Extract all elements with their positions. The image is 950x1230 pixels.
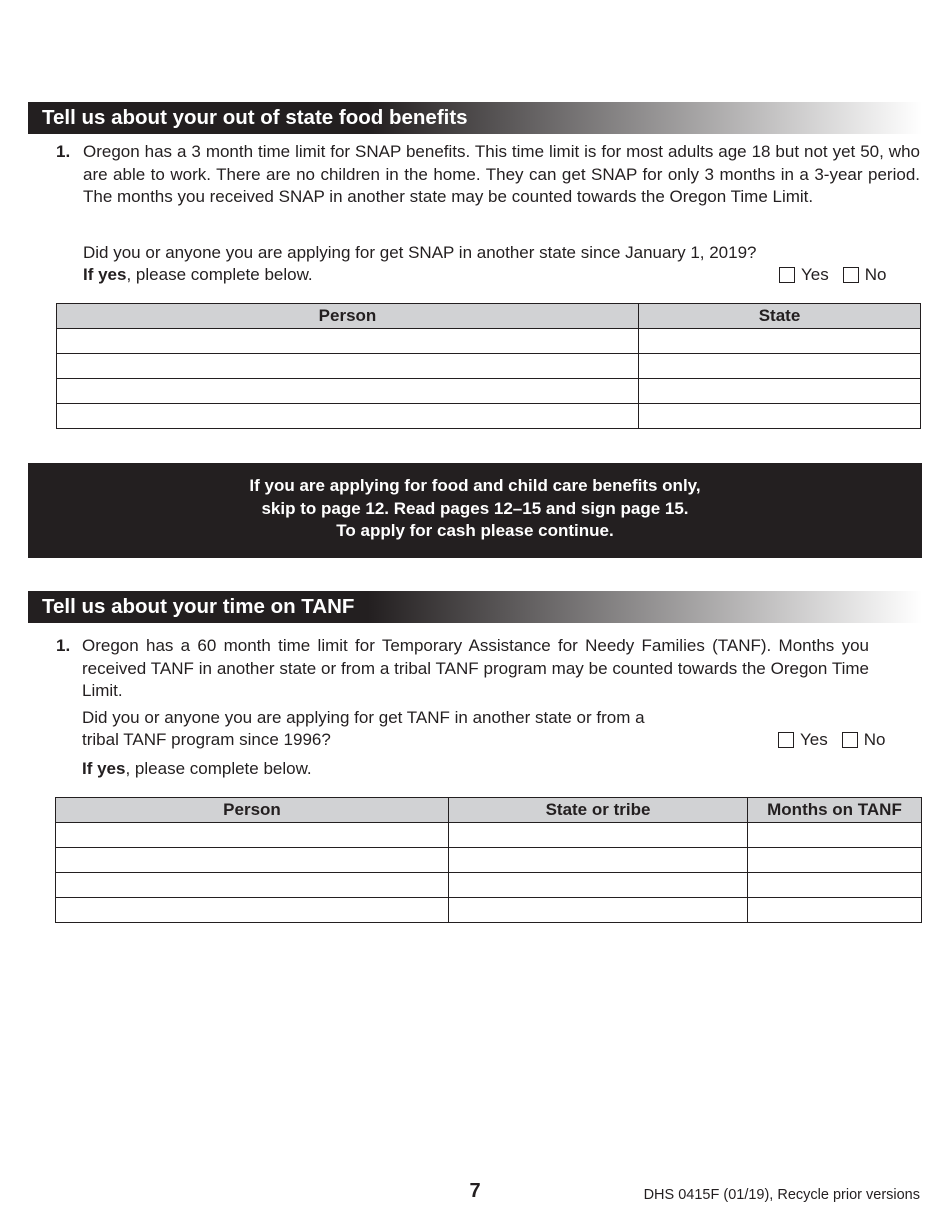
table-row	[57, 354, 921, 379]
tanf-time-limit-text: Oregon has a 60 month time limit for Temporary Assistance for Needy Families (TANF). Months you received TANF in another state or from a tribal TANF program may be counted towards the Oregon Time Limit.	[82, 636, 869, 700]
section-header-out-of-state-food: Tell us about your out of state food benefits	[28, 102, 922, 134]
snap-states-table	[56, 303, 921, 429]
column-header-state-or-tribe: State or tribe	[449, 798, 748, 823]
person-cell[interactable]	[56, 848, 449, 873]
table-row	[57, 329, 921, 354]
if-yes-rest: , please complete below.	[125, 759, 312, 778]
notice-line-3: To apply for cash please continue.	[336, 521, 614, 540]
months-cell[interactable]	[748, 898, 922, 923]
section-header-tanf: Tell us about your time on TANF	[28, 591, 922, 623]
state-or-tribe-cell[interactable]	[449, 848, 748, 873]
table-header-row	[57, 304, 921, 329]
snap-yes-checkbox[interactable]	[779, 267, 795, 283]
person-cell[interactable]	[56, 873, 449, 898]
months-cell[interactable]	[748, 873, 922, 898]
snap-yes-no-group	[779, 264, 886, 286]
column-header-state: State	[639, 304, 921, 329]
tanf-yes-checkbox[interactable]	[778, 732, 794, 748]
notice-line-2: skip to page 12. Read pages 12–15 and sign page 15.	[261, 498, 689, 518]
months-cell[interactable]	[748, 823, 922, 848]
tanf-no-label: No	[863, 730, 886, 749]
table-row	[56, 873, 922, 898]
months-cell[interactable]	[748, 848, 922, 873]
page-number: 7	[469, 1180, 481, 1202]
person-cell[interactable]	[57, 379, 639, 404]
snap-no-checkbox[interactable]	[843, 267, 859, 283]
person-cell[interactable]	[56, 898, 449, 923]
tanf-months-table	[55, 797, 922, 923]
person-cell[interactable]	[57, 329, 639, 354]
skip-notice-box	[28, 463, 922, 558]
tanf-question-line-1: Did you or anyone you are applying for get TANF in another state or from a	[82, 708, 645, 727]
person-cell[interactable]	[57, 404, 639, 429]
if-yes-bold: If yes	[83, 265, 127, 284]
column-header-months-on-tanf: Months on TANF	[748, 798, 922, 823]
column-header-person: Person	[57, 304, 639, 329]
table-row	[57, 404, 921, 429]
notice-line-1: If you are applying for food and child care benefits only,	[249, 476, 701, 495]
question-number: 1.	[56, 636, 71, 655]
tanf-no-checkbox[interactable]	[842, 732, 858, 748]
table-row	[56, 823, 922, 848]
snap-yes-label: Yes	[801, 265, 829, 284]
if-yes-instruction	[82, 758, 312, 781]
tanf-question-line-2: tribal TANF program since 1996?	[82, 730, 331, 749]
state-cell[interactable]	[639, 379, 921, 404]
snap-question: Did you or anyone you are applying for get SNAP in another state since January 1, 2019?	[83, 243, 757, 262]
table-row	[56, 848, 922, 873]
state-or-tribe-cell[interactable]	[449, 823, 748, 848]
state-or-tribe-cell[interactable]	[449, 873, 748, 898]
state-cell[interactable]	[639, 329, 921, 354]
table-row	[56, 898, 922, 923]
if-yes-rest: , please complete below.	[126, 265, 313, 284]
person-cell[interactable]	[57, 354, 639, 379]
tanf-yes-no-group	[778, 729, 885, 751]
if-yes-instruction	[83, 264, 313, 287]
snap-time-limit-text: Oregon has a 3 month time limit for SNAP benefits. This time limit is for most adults age 18 but not yet 50, who are able to work. There are no children in the home. They can get SNAP for only 3 months in a 3-year period. The months you received SNAP in another state may be counted towards the Oregon Time Limit.	[83, 142, 920, 206]
question-number: 1.	[56, 142, 71, 161]
person-cell[interactable]	[56, 823, 449, 848]
snap-no-label: No	[864, 265, 887, 284]
column-header-person: Person	[56, 798, 449, 823]
state-cell[interactable]	[639, 354, 921, 379]
state-cell[interactable]	[639, 404, 921, 429]
if-yes-bold: If yes	[82, 759, 126, 778]
table-header-row	[56, 798, 922, 823]
tanf-yes-label: Yes	[800, 730, 828, 749]
form-identifier: DHS 0415F (01/19), Recycle prior versions	[643, 1187, 920, 1203]
table-row	[57, 379, 921, 404]
state-or-tribe-cell[interactable]	[449, 898, 748, 923]
